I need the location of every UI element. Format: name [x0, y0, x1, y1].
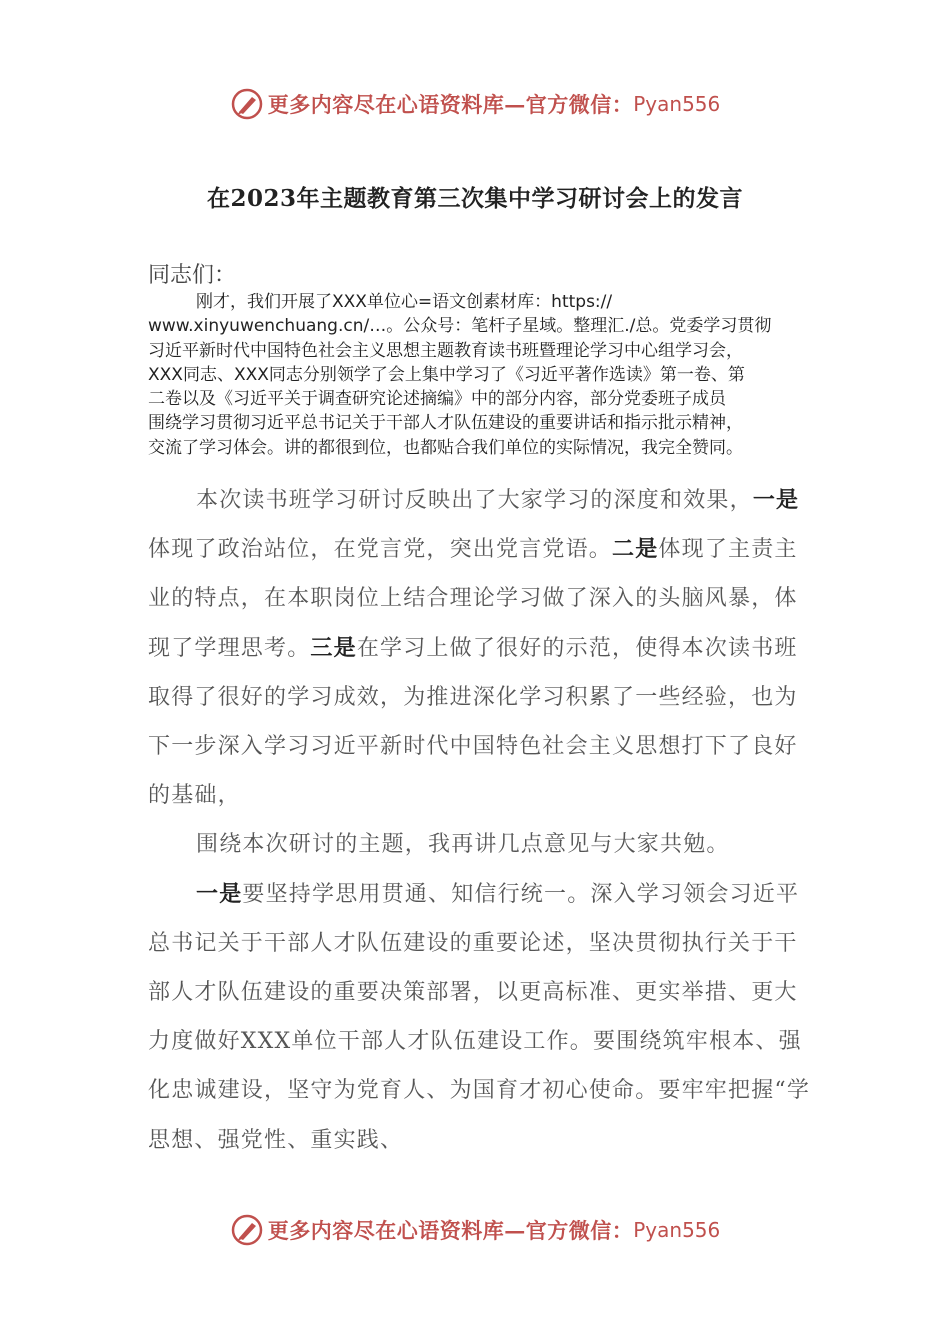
pen-nib-circle-icon	[230, 1213, 264, 1247]
intro-line: www.xinyuwenchuang.cn/…。公众号：笔杆子星域。整理汇./总。党委学习贯彻	[148, 316, 772, 337]
intro-line: 交流了学习体会。讲的都很到位，也都贴合我们单位的实际情况，我完全赞同。	[148, 437, 743, 458]
intro-line: XXX同志、XXX同志分别领学了会上集中学习了《习近平著作选读》第一卷、第	[148, 364, 745, 385]
header-banner	[0, 84, 950, 124]
greeting: 同志们：	[148, 263, 237, 288]
intro-line: 刚才，我们开展了XXX单位心=语文创素材库：https://	[196, 292, 613, 312]
document-title: 在2023年主题教育第三次集中学习研讨会上的发言	[206, 185, 743, 212]
wechat-id: Pyan556	[633, 92, 721, 116]
intro-line: 二卷以及《习近平关于调查研究论述摘编》中的部分内容，部分党委班子成员	[148, 389, 726, 410]
banner-text: 更多内容尽在心语资料库—官方微信：	[267, 92, 634, 117]
paragraph-transition: 围绕本次研讨的主题，我再讲几点意见与大家共勉。	[196, 832, 730, 858]
intro-line: 围绕学习贯彻习近平总书记关于干部人才队伍建设的重要讲话和指示批示精神，	[148, 413, 743, 434]
footer-banner	[0, 1210, 950, 1250]
wechat-id: Pyan556	[633, 1218, 721, 1242]
intro-line: 习近平新时代中国特色社会主义思想主题教育读书班暨理论学习中心组学习会，	[148, 340, 743, 361]
body-text	[148, 476, 816, 1165]
banner-text: 更多内容尽在心语资料库—官方微信：	[267, 1218, 634, 1243]
paragraph-point-one: 一是要坚持学思用贯通、知信行统一。深入学习领会习近平总书记关于干部人才队伍建设的重要论述，坚决贯彻执行关于干部人才队伍建设的重要决策部署，以更高标准、更实举措、更大力度做好XXX单位干部人才队伍建设工作。要围绕筑牢根本、强化忠诚建设，坚守为党育人、为国育才初心使命。要牢牢把握“学思想、强党性、重实践、	[148, 880, 811, 1153]
paragraph-summary: 本次读书班学习研讨反映出了大家学习的深度和效果，一是体现了政治站位，在党言党，突出党言党语。二是体现了主责主业的特点，在本职岗位上结合理论学习做了深入的头脑风暴，体现了学理思考。三是在学习上做了很好的示范，使得本次读书班取得了很好的学习成效，为推进深化学习积累了一些经验，也为下一步深入学习习近平新时代中国特色社会主义思想打下了良好的基础，	[148, 487, 800, 809]
intro-paragraph	[148, 290, 816, 460]
pen-nib-circle-icon	[230, 87, 264, 121]
